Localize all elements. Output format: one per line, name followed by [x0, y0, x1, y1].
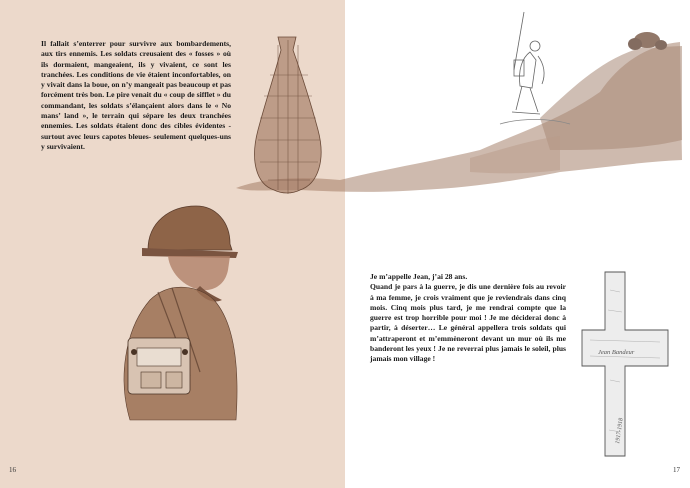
grave-cross-drawing — [582, 272, 668, 456]
right-page-intro: Je m’appelle Jean, j’ai 28 ans. — [370, 272, 468, 281]
left-page-paragraph: Il fallait s’enterrer pour survivre aux bombardements, aux tirs ennemis. Les soldats creusaient des « fosses » où ils dormaient, mangeaient, ils y vivaient, ce sont les tranchées. Les conditions de vie étaient inconfortables, on y vivait dans la boue, on n’y mangeait pas beaucoup et pas forcément très bon. Le pire venait du « coup de sifflet » du commandant, les soldats s’élançaient alors dans le « No mans’ land », le terrain qui sépare les deux tranchées ennemies. Les soldats étaient donc des cibles évidentes -surtout avec leurs capotes bleues- seulement quelques-uns y survivaient. — [41, 39, 231, 151]
right-page-paragraph: Quand je pars à la guerre, je dis une dernière fois au revoir à ma femme, je crois vraiment que je reviendrais dans cinq mois. Cinq mois plus tard, je me rendrai compte que la guerre est trop horrible pour moi ! Je me déciderai donc à partir, à déserter… Le général appellera trois soldats qui m’attraperont et m’emmèneront devant un mur où ils me banderont les yeux ! Je ne reverrai plus jamais le soleil, plus jamais mon village ! — [370, 282, 566, 364]
shell-vase-drawing — [255, 37, 322, 194]
page-number-right: 17 — [673, 466, 680, 474]
right-page-text — [370, 272, 566, 365]
left-page-text — [41, 39, 231, 152]
cross-dates: 1917-1918 — [615, 417, 625, 445]
page-number-left: 16 — [9, 466, 16, 474]
soldier-backpack-drawing — [124, 206, 238, 420]
cross-name: Jean Bandeur — [598, 349, 635, 356]
